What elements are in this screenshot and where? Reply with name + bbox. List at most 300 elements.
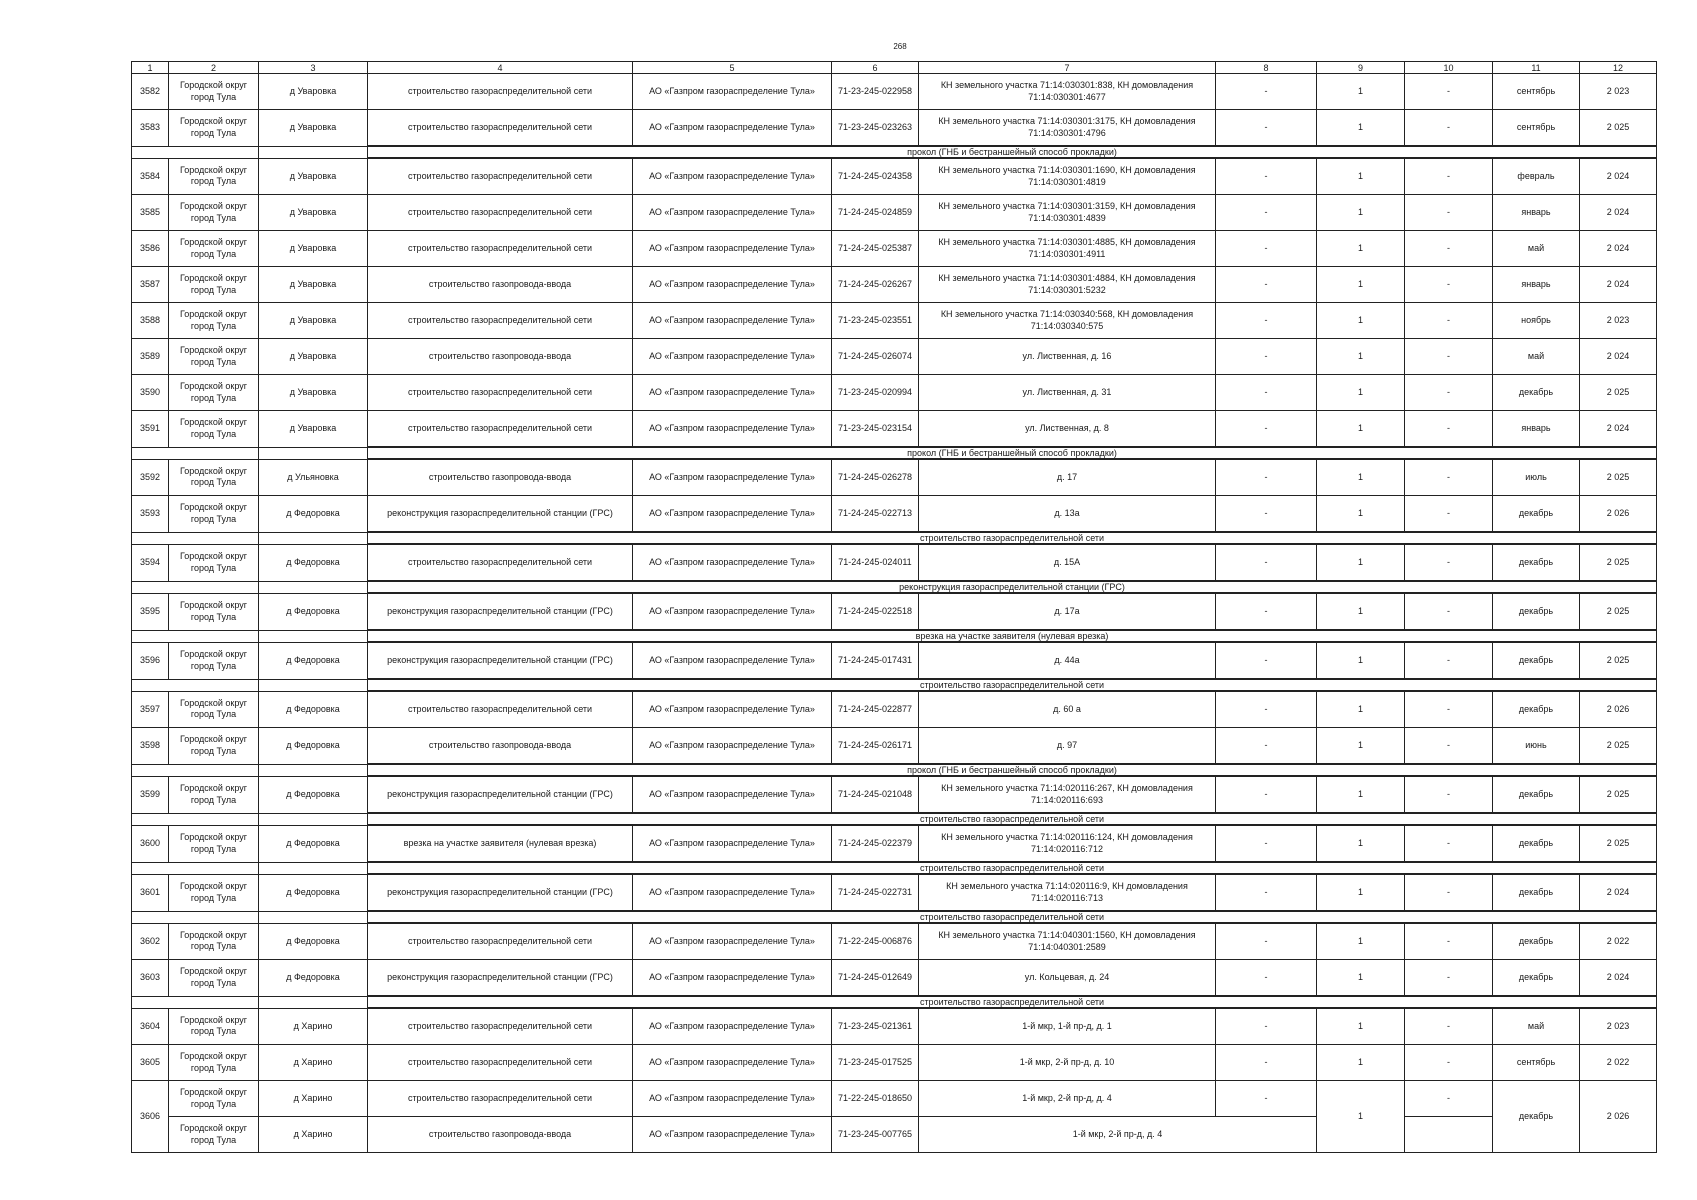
column-10-cell: - [1405,411,1493,448]
year-cell: 2 025 [1580,375,1657,411]
column-number-header-row [132,62,1657,74]
column-10-cell: - [1405,1008,1493,1045]
column-10-cell: - [1405,691,1493,728]
month-cell: июнь [1493,728,1580,765]
address-cell: 1-й мкр, 2-й пр-д, д. 4 [919,1081,1216,1117]
column-8-cell: - [1216,874,1317,911]
column-8-cell: - [1216,411,1317,448]
column-9-cell: 1 [1317,110,1405,147]
column-10-cell [1405,1117,1493,1153]
settlement-cell: д Харино [259,1045,368,1081]
table-row [132,691,1657,728]
organization-cell: АО «Газпром газораспределение Тула» [633,691,832,728]
organization-cell: АО «Газпром газораспределение Тула» [633,874,832,911]
column-9-cell: 1 [1317,593,1405,630]
application-code-cell: 71-22-245-018650 [832,1081,919,1117]
column-8-cell: - [1216,459,1317,496]
column-8-cell: - [1216,375,1317,411]
month-cell: февраль [1493,158,1580,195]
settlement-cell: д Федоровка [259,776,368,813]
work-type-subheader-row [132,146,1657,158]
year-cell: 2 025 [1580,728,1657,765]
row-number: 3584 [132,158,169,195]
column-8-cell: - [1216,544,1317,581]
column-10-cell: - [1405,825,1493,862]
column-10-cell: - [1405,231,1493,267]
municipality-cell: Городской округ город Тула [169,339,259,375]
work-type-subheader-row [132,911,1657,923]
application-code-cell: 71-23-245-022958 [832,74,919,110]
year-cell: 2 024 [1580,158,1657,195]
application-code-cell: 71-24-245-022518 [832,593,919,630]
column-9-cell: 1 [1317,411,1405,448]
table-row [132,544,1657,581]
column-9-cell: 1 [1317,1081,1405,1153]
blank-cell [132,532,259,544]
table-row [132,459,1657,496]
settlement-cell: д Уваровка [259,303,368,339]
table-row [132,593,1657,630]
blank-cell [259,146,368,158]
settlement-cell: д Федоровка [259,960,368,997]
table-row [132,375,1657,411]
column-10-cell: - [1405,195,1493,231]
settlement-cell: д Харино [259,1117,368,1153]
organization-cell: АО «Газпром газораспределение Тула» [633,1117,832,1153]
column-header: 2 [169,62,259,74]
year-cell: 2 025 [1580,110,1657,147]
address-cell: 1-й мкр, 1-й пр-д, д. 1 [919,1008,1216,1045]
address-cell: ул. Лиственная, д. 8 [919,411,1216,448]
municipality-cell: Городской округ город Тула [169,158,259,195]
application-code-cell: 71-24-245-026267 [832,267,919,303]
table-row [132,1045,1657,1081]
column-8-cell: - [1216,960,1317,997]
municipality-cell: Городской округ город Тула [169,728,259,765]
row-number: 3595 [132,593,169,630]
table-row [132,923,1657,960]
blank-cell [259,911,368,923]
work-type-cell: строительство газопровода-ввода [368,1117,633,1153]
settlement-cell: д Уваровка [259,158,368,195]
blank-cell [259,764,368,776]
column-10-cell: - [1405,1081,1493,1117]
month-cell: январь [1493,195,1580,231]
work-type-cell: строительство газораспределительной сети [368,411,633,448]
organization-cell: АО «Газпром газораспределение Тула» [633,375,832,411]
application-code-cell: 71-23-245-007765 [832,1117,919,1153]
organization-cell: АО «Газпром газораспределение Тула» [633,1045,832,1081]
table-row [132,960,1657,997]
address-cell: КН земельного участка 71:14:020116:9, КН домовладения 71:14:020116:713 [919,874,1216,911]
work-type-note: строительство газораспределительной сети [368,996,1657,1008]
column-8-cell: - [1216,74,1317,110]
address-cell: КН земельного участка 71:14:030301:3175, КН домовладения 71:14:030301:4796 [919,110,1216,147]
year-cell: 2 026 [1580,691,1657,728]
municipality-cell: Городской округ город Тула [169,691,259,728]
row-number: 3606 [132,1081,169,1153]
settlement-cell: д Уваровка [259,375,368,411]
table-row [132,1081,1657,1117]
column-9-cell: 1 [1317,923,1405,960]
month-cell: ноябрь [1493,303,1580,339]
table-row [132,728,1657,765]
municipality-cell: Городской округ город Тула [169,375,259,411]
work-type-cell: реконструкция газораспределительной станции (ГРС) [368,642,633,679]
row-number: 3598 [132,728,169,765]
column-8-cell: - [1216,267,1317,303]
row-number: 3593 [132,496,169,533]
application-code-cell: 71-24-245-017431 [832,642,919,679]
table-row [132,1008,1657,1045]
work-type-subheader-row [132,996,1657,1008]
column-9-cell: 1 [1317,1045,1405,1081]
column-header: 9 [1317,62,1405,74]
organization-cell: АО «Газпром газораспределение Тула» [633,459,832,496]
table-row [132,110,1657,147]
row-number: 3601 [132,874,169,911]
month-cell: январь [1493,267,1580,303]
application-code-cell: 71-24-245-022713 [832,496,919,533]
table-row [132,642,1657,679]
blank-cell [132,911,259,923]
blank-cell [259,679,368,691]
settlement-cell: д Харино [259,1008,368,1045]
work-type-note: строительство газораспределительной сети [368,911,1657,923]
table-row [132,825,1657,862]
settlement-cell: д Федоровка [259,923,368,960]
year-cell: 2 023 [1580,1008,1657,1045]
settlement-cell: д Федоровка [259,728,368,765]
work-type-cell: строительство газораспределительной сети [368,303,633,339]
month-cell: декабрь [1493,825,1580,862]
column-10-cell: - [1405,339,1493,375]
column-9-cell: 1 [1317,691,1405,728]
address-cell: д. 44а [919,642,1216,679]
column-10-cell: - [1405,459,1493,496]
municipality-cell: Городской округ город Тула [169,303,259,339]
month-cell: май [1493,1008,1580,1045]
column-8-cell: - [1216,339,1317,375]
settlement-cell: д Федоровка [259,593,368,630]
work-type-cell: реконструкция газораспределительной станции (ГРС) [368,874,633,911]
settlement-cell: д Уваровка [259,231,368,267]
blank-cell [259,862,368,874]
year-cell: 2 024 [1580,231,1657,267]
row-number: 3590 [132,375,169,411]
municipality-cell: Городской округ город Тула [169,923,259,960]
application-code-cell: 71-24-245-024859 [832,195,919,231]
municipality-cell: Городской округ город Тула [169,776,259,813]
application-code-cell: 71-23-245-023551 [832,303,919,339]
settlement-cell: д Уваровка [259,411,368,448]
municipality-cell: Городской округ город Тула [169,642,259,679]
organization-cell: АО «Газпром газораспределение Тула» [633,496,832,533]
work-type-note: строительство газораспределительной сети [368,679,1657,691]
column-10-cell: - [1405,544,1493,581]
application-code-cell: 71-22-245-006876 [832,923,919,960]
column-header: 3 [259,62,368,74]
organization-cell: АО «Газпром газораспределение Тула» [633,231,832,267]
year-cell: 2 024 [1580,195,1657,231]
address-cell: ул. Лиственная, д. 16 [919,339,1216,375]
settlement-cell: д Уваровка [259,267,368,303]
blank-cell [259,447,368,459]
column-9-cell: 1 [1317,728,1405,765]
row-number: 3592 [132,459,169,496]
table-row [132,776,1657,813]
work-type-subheader-row [132,630,1657,642]
application-code-cell: 71-24-245-025387 [832,231,919,267]
row-number: 3594 [132,544,169,581]
column-8-cell: - [1216,691,1317,728]
column-8-cell: - [1216,1008,1317,1045]
municipality-cell: Городской округ город Тула [169,74,259,110]
column-header: 11 [1493,62,1580,74]
year-cell: 2 025 [1580,593,1657,630]
municipality-cell: Городской округ город Тула [169,874,259,911]
row-number: 3587 [132,267,169,303]
settlement-cell: д Уваровка [259,195,368,231]
application-code-cell: 71-24-245-021048 [832,776,919,813]
column-9-cell: 1 [1317,776,1405,813]
year-cell: 2 024 [1580,339,1657,375]
blank-cell [132,447,259,459]
year-cell: 2 026 [1580,496,1657,533]
address-cell: ул. Кольцевая, д. 24 [919,960,1216,997]
month-cell: декабрь [1493,776,1580,813]
address-cell: КН земельного участка 71:14:030301:838, КН домовладения 71:14:030301:4677 [919,74,1216,110]
column-8-cell: - [1216,776,1317,813]
blank-cell [259,581,368,593]
month-cell: июль [1493,459,1580,496]
municipality-cell: Городской округ город Тула [169,459,259,496]
organization-cell: АО «Газпром газораспределение Тула» [633,544,832,581]
organization-cell: АО «Газпром газораспределение Тула» [633,1081,832,1117]
row-number: 3596 [132,642,169,679]
work-type-cell: реконструкция газораспределительной станции (ГРС) [368,496,633,533]
application-code-cell: 71-23-245-021361 [832,1008,919,1045]
column-8-cell: - [1216,110,1317,147]
work-type-subheader-row [132,862,1657,874]
row-number: 3597 [132,691,169,728]
application-code-cell: 71-24-245-022731 [832,874,919,911]
organization-cell: АО «Газпром газораспределение Тула» [633,339,832,375]
settlement-cell: д Федоровка [259,825,368,862]
table-row [132,158,1657,195]
column-10-cell: - [1405,375,1493,411]
address-cell: ул. Лиственная, д. 31 [919,375,1216,411]
work-type-cell: строительство газораспределительной сети [368,1081,633,1117]
year-cell: 2 022 [1580,1045,1657,1081]
month-cell: декабрь [1493,593,1580,630]
column-10-cell: - [1405,74,1493,110]
address-cell: КН земельного участка 71:14:020116:267, КН домовладения 71:14:020116:693 [919,776,1216,813]
column-10-cell: - [1405,642,1493,679]
work-type-cell: строительство газопровода-ввода [368,339,633,375]
municipality-cell: Городской округ город Тула [169,411,259,448]
settlement-cell: д Уваровка [259,339,368,375]
blank-cell [259,996,368,1008]
column-10-cell: - [1405,303,1493,339]
year-cell: 2 024 [1580,411,1657,448]
address-cell: КН земельного участка 71:14:030301:4884, КН домовладения 71:14:030301:5232 [919,267,1216,303]
municipality-cell: Городской округ город Тула [169,544,259,581]
work-type-cell: строительство газораспределительной сети [368,110,633,147]
municipality-cell: Городской округ город Тула [169,267,259,303]
work-type-cell: строительство газораспределительной сети [368,231,633,267]
column-8-cell: - [1216,825,1317,862]
application-code-cell: 71-23-245-023154 [832,411,919,448]
column-header: 4 [368,62,633,74]
work-type-cell: строительство газопровода-ввода [368,459,633,496]
work-type-note: прокол (ГНБ и бестраншейный способ прокладки) [368,146,1657,158]
municipality-cell: Городской округ город Тула [169,231,259,267]
address-cell: д. 13а [919,496,1216,533]
column-8-cell: - [1216,923,1317,960]
column-8-cell: - [1216,158,1317,195]
organization-cell: АО «Газпром газораспределение Тула» [633,728,832,765]
address-cell: д. 15А [919,544,1216,581]
settlement-cell: д Федоровка [259,691,368,728]
column-9-cell: 1 [1317,231,1405,267]
application-code-cell: 71-24-245-022379 [832,825,919,862]
month-cell: декабрь [1493,923,1580,960]
month-cell: сентябрь [1493,110,1580,147]
year-cell: 2 025 [1580,825,1657,862]
month-cell: сентябрь [1493,1045,1580,1081]
table-body [132,62,1657,1153]
blank-cell [132,996,259,1008]
column-10-cell: - [1405,874,1493,911]
column-10-cell: - [1405,158,1493,195]
row-number: 3604 [132,1008,169,1045]
month-cell: май [1493,339,1580,375]
address-cell: д. 17а [919,593,1216,630]
municipality-cell: Городской округ город Тула [169,1081,259,1117]
address-cell: 1-й мкр, 2-й пр-д, д. 10 [919,1045,1216,1081]
table-row [132,74,1657,110]
work-type-subheader-row [132,764,1657,776]
column-8-cell: - [1216,496,1317,533]
application-code-cell: 71-24-245-012649 [832,960,919,997]
work-type-subheader-row [132,679,1657,691]
organization-cell: АО «Газпром газораспределение Тула» [633,960,832,997]
column-10-cell: - [1405,923,1493,960]
column-8-cell: - [1216,231,1317,267]
column-8-cell: - [1216,728,1317,765]
blank-cell [132,764,259,776]
settlement-cell: д Харино [259,1081,368,1117]
column-9-cell: 1 [1317,1008,1405,1045]
month-cell: сентябрь [1493,74,1580,110]
month-cell: декабрь [1493,496,1580,533]
row-number: 3603 [132,960,169,997]
address-cell: д. 17 [919,459,1216,496]
work-type-cell: реконструкция газораспределительной станции (ГРС) [368,960,633,997]
address-cell: КН земельного участка 71:14:030340:568, КН домовладения 71:14:030340:575 [919,303,1216,339]
application-code-cell: 71-24-245-024011 [832,544,919,581]
column-9-cell: 1 [1317,158,1405,195]
organization-cell: АО «Газпром газораспределение Тула» [633,303,832,339]
row-number: 3589 [132,339,169,375]
application-code-cell: 71-23-245-017525 [832,1045,919,1081]
work-type-subheader-row [132,581,1657,593]
column-header: 12 [1580,62,1657,74]
column-9-cell: 1 [1317,544,1405,581]
organization-cell: АО «Газпром газораспределение Тула» [633,195,832,231]
blank-cell [132,630,259,642]
municipality-cell: Городской округ город Тула [169,195,259,231]
municipality-cell: Городской округ город Тула [169,593,259,630]
month-cell: январь [1493,411,1580,448]
column-header: 8 [1216,62,1317,74]
column-10-cell: - [1405,960,1493,997]
organization-cell: АО «Газпром газораспределение Тула» [633,776,832,813]
row-number: 3588 [132,303,169,339]
municipality-cell: Городской округ город Тула [169,825,259,862]
blank-cell [259,532,368,544]
settlement-cell: д Уваровка [259,74,368,110]
table-row [132,231,1657,267]
application-code-cell: 71-24-245-026278 [832,459,919,496]
address-cell: КН земельного участка 71:14:020116:124, КН домовладения 71:14:020116:712 [919,825,1216,862]
application-code-cell: 71-23-245-020994 [832,375,919,411]
organization-cell: АО «Газпром газораспределение Тула» [633,923,832,960]
row-number: 3591 [132,411,169,448]
column-10-cell: - [1405,593,1493,630]
work-type-note: реконструкция газораспределительной станции (ГРС) [368,581,1657,593]
settlement-cell: д Уваровка [259,110,368,147]
organization-cell: АО «Газпром газораспределение Тула» [633,267,832,303]
column-header: 7 [919,62,1216,74]
row-number: 3583 [132,110,169,147]
municipality-cell: Городской округ город Тула [169,1045,259,1081]
month-cell: декабрь [1493,544,1580,581]
work-type-subheader-row [132,447,1657,459]
table-row [132,267,1657,303]
column-9-cell: 1 [1317,303,1405,339]
month-cell: декабрь [1493,960,1580,997]
municipality-cell: Городской округ город Тула [169,1008,259,1045]
address-cell: д. 60 а [919,691,1216,728]
column-8-cell: - [1216,593,1317,630]
work-type-cell: реконструкция газораспределительной станции (ГРС) [368,593,633,630]
table-row [132,874,1657,911]
organization-cell: АО «Газпром газораспределение Тула» [633,593,832,630]
application-code-cell: 71-24-245-026171 [832,728,919,765]
work-type-note: врезка на участке заявителя (нулевая врезка) [368,630,1657,642]
organization-cell: АО «Газпром газораспределение Тула» [633,825,832,862]
table-row [132,1117,1657,1153]
column-header: 1 [132,62,169,74]
application-code-cell: 71-24-245-026074 [832,339,919,375]
year-cell: 2 022 [1580,923,1657,960]
column-9-cell: 1 [1317,825,1405,862]
column-9-cell: 1 [1317,339,1405,375]
table-row [132,303,1657,339]
column-10-cell: - [1405,110,1493,147]
column-header: 10 [1405,62,1493,74]
organization-cell: АО «Газпром газораспределение Тула» [633,411,832,448]
year-cell: 2 025 [1580,459,1657,496]
month-cell: декабрь [1493,1081,1580,1153]
work-type-note: прокол (ГНБ и бестраншейный способ прокладки) [368,764,1657,776]
table-row [132,496,1657,533]
settlement-cell: д Ульяновка [259,459,368,496]
row-number: 3600 [132,825,169,862]
column-8-cell: - [1216,642,1317,679]
